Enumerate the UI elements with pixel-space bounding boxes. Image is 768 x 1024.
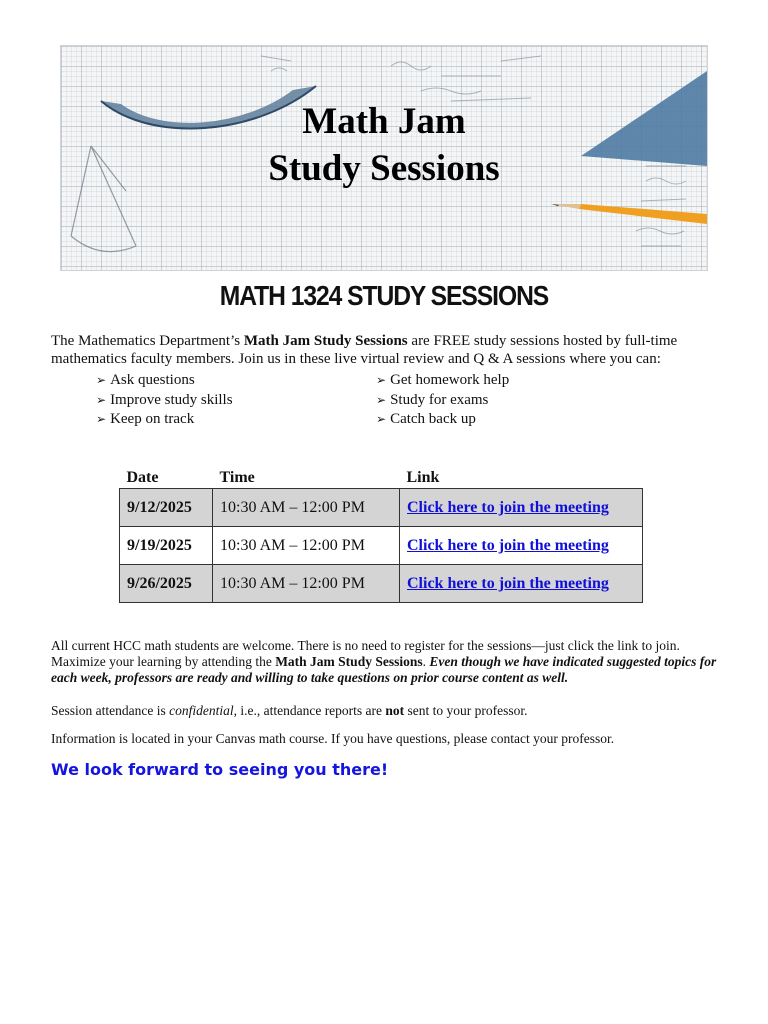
arrow-bullet-icon: ➢	[376, 412, 387, 426]
list-item-label: Study for exams	[390, 391, 489, 408]
list-item-label: Get homework help	[390, 372, 510, 388]
list-item-label: Catch back up	[390, 411, 476, 427]
banner-title-line2: Study Sessions	[268, 148, 500, 189]
attendance-text-continued: , i.e., attendance reports are	[233, 703, 386, 718]
header-banner	[60, 45, 708, 271]
banner-title	[61, 98, 707, 192]
join-meeting-link[interactable]: Click here to join the meeting	[407, 498, 609, 516]
welcome-emphasis: Even though we have indicated suggested topics for each week, professors are ready and willing to take questions on prior course content as well.	[51, 654, 717, 685]
session-date: 9/26/2025	[120, 565, 213, 603]
table-row	[120, 489, 643, 527]
list-item	[376, 371, 656, 391]
welcome-paragraph	[51, 638, 731, 686]
list-item	[376, 391, 656, 411]
attendance-text-end: sent to your professor.	[404, 703, 528, 718]
list-item	[96, 371, 376, 391]
banner-title-line1: Math Jam	[302, 101, 466, 142]
benefits-list	[96, 371, 656, 430]
attendance-text: Session attendance is	[51, 703, 170, 718]
session-date: 9/19/2025	[120, 527, 213, 565]
table-row	[120, 565, 643, 603]
column-header-time: Time	[219, 469, 255, 486]
sessions-table	[119, 468, 643, 603]
list-item-label: Keep on track	[110, 411, 195, 427]
list-item	[96, 410, 376, 430]
intro-text-continued: are FREE study sessions hosted by full-time mathematics faculty members. Join us in these live virtual review and Q & A sessions where you can:	[51, 333, 678, 367]
session-time: 10:30 AM – 12:00 PM	[213, 565, 400, 603]
arrow-bullet-icon: ➢	[376, 392, 387, 407]
attendance-not: not	[385, 703, 405, 718]
session-time: 10:30 AM – 12:00 PM	[213, 527, 400, 565]
closing-message: We look forward to seeing you there!	[51, 760, 389, 779]
table-row	[120, 527, 643, 565]
page-title: MATH 1324 STUDY SESSIONS	[219, 280, 549, 311]
column-header-date: Date	[126, 469, 159, 486]
join-meeting-link[interactable]: Click here to join the meeting	[407, 536, 609, 554]
intro-program-name: Math Jam Study Sessions	[243, 333, 408, 349]
welcome-program-name: Math Jam Study Sessions	[275, 654, 423, 669]
list-item	[96, 391, 376, 411]
arrow-bullet-icon: ➢	[376, 373, 387, 387]
column-header-link: Link	[406, 469, 440, 486]
pencil-icon	[551, 204, 707, 224]
attendance-confidential: confidential	[169, 703, 234, 718]
attendance-paragraph	[51, 703, 731, 719]
welcome-text-separator: .	[422, 654, 430, 669]
session-date: 9/12/2025	[120, 489, 213, 527]
info-paragraph: Information is located in your Canvas math course. If you have questions, please contact your professor.	[51, 731, 615, 746]
intro-paragraph	[51, 332, 721, 368]
intro-text: The Mathematics Department’s	[51, 333, 244, 349]
arrow-bullet-icon: ➢	[96, 373, 107, 387]
session-time: 10:30 AM – 12:00 PM	[213, 489, 400, 527]
arrow-bullet-icon: ➢	[96, 412, 107, 426]
join-meeting-link[interactable]: Click here to join the meeting	[407, 574, 609, 592]
table-header-row	[120, 468, 643, 489]
list-item	[376, 410, 656, 430]
arrow-bullet-icon: ➢	[96, 392, 107, 407]
list-item-label: Ask questions	[110, 372, 195, 388]
list-item-label: Improve study skills	[110, 391, 233, 408]
welcome-text: All current HCC math students are welcome. There is no need to register for the sessions—just click the link to join. Maximize your learning by attending the	[51, 638, 680, 669]
